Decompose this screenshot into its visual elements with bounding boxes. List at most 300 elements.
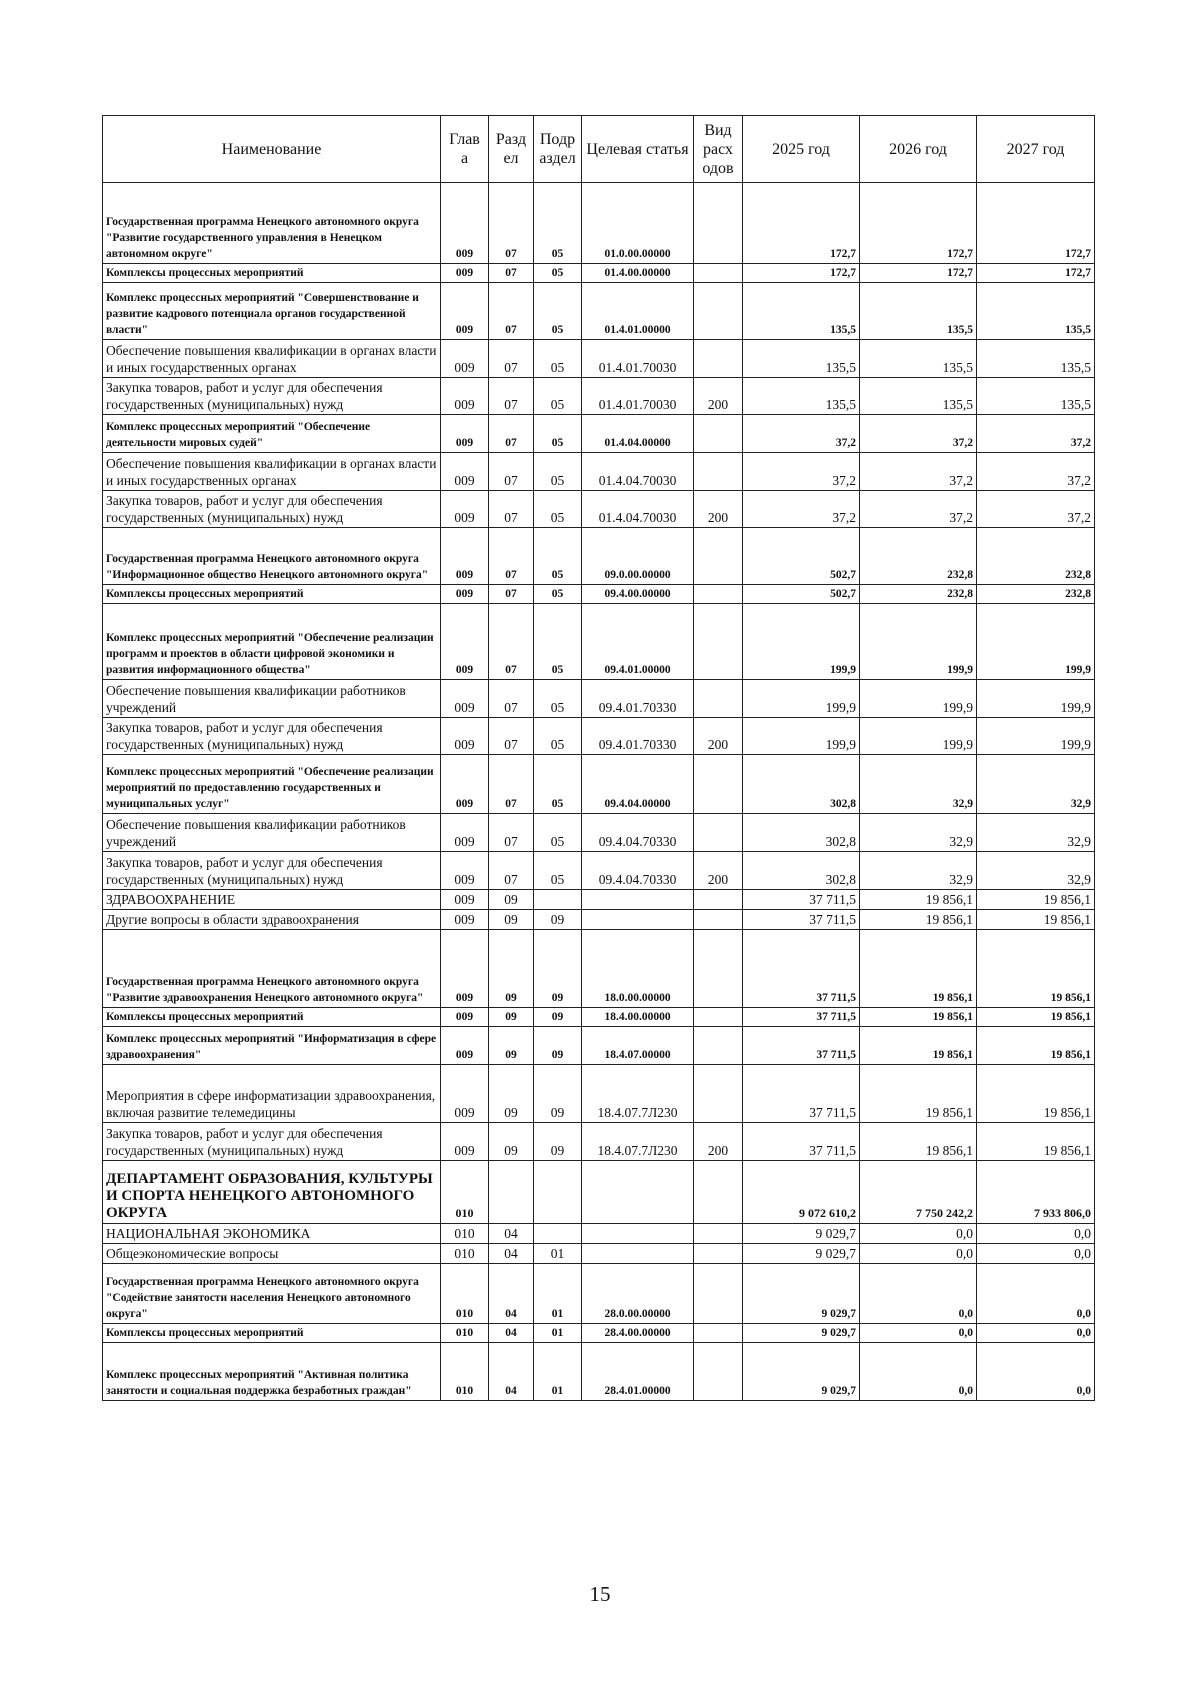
cell-y2026: 19 856,1 xyxy=(860,930,977,1008)
cell-name: Государственная программа Ненецкого автономного округа "Содействие занятости населения Ненецкого автономного округа" xyxy=(103,1264,441,1324)
cell-name: Комплекс процессных мероприятий "Активная политика занятости и социальная поддержка безработных граждан" xyxy=(103,1343,441,1401)
cell-vid xyxy=(694,755,743,814)
cell-y2027: 0,0 xyxy=(977,1324,1095,1343)
cell-y2025: 37 711,5 xyxy=(743,1008,860,1027)
cell-podrazdel: 05 xyxy=(534,528,582,585)
cell-vid xyxy=(694,453,743,491)
cell-glava: 009 xyxy=(441,283,489,340)
cell-celevaya: 01.4.04.70030 xyxy=(582,491,694,528)
cell-celevaya: 28.4.01.00000 xyxy=(582,1343,694,1401)
cell-vid xyxy=(694,415,743,453)
cell-razdel: 07 xyxy=(489,604,534,680)
cell-glava: 009 xyxy=(441,1123,489,1161)
cell-celevaya xyxy=(582,1224,694,1244)
cell-podrazdel: 05 xyxy=(534,604,582,680)
cell-podrazdel: 05 xyxy=(534,283,582,340)
cell-y2027: 232,8 xyxy=(977,585,1095,604)
cell-vid xyxy=(694,1324,743,1343)
cell-razdel: 04 xyxy=(489,1224,534,1244)
header-celevaya: Целевая статья xyxy=(582,116,694,183)
table-row xyxy=(103,604,1095,680)
cell-razdel: 09 xyxy=(489,930,534,1008)
cell-name: Комплексы процессных мероприятий xyxy=(103,1008,441,1027)
table-row xyxy=(103,680,1095,718)
cell-glava: 009 xyxy=(441,910,489,930)
cell-vid xyxy=(694,1244,743,1264)
cell-y2025: 172,7 xyxy=(743,183,860,264)
cell-y2026: 19 856,1 xyxy=(860,890,977,910)
cell-razdel: 09 xyxy=(489,1027,534,1065)
cell-vid xyxy=(694,1027,743,1065)
cell-name: Обеспечение повышения квалификации в органах власти и иных государственных органах xyxy=(103,340,441,378)
cell-y2027: 232,8 xyxy=(977,528,1095,585)
cell-y2026: 32,9 xyxy=(860,755,977,814)
cell-name: Закупка товаров, работ и услуг для обеспечения государственных (муниципальных) нужд xyxy=(103,378,441,415)
cell-glava: 009 xyxy=(441,604,489,680)
header-2026: 2026 год xyxy=(860,116,977,183)
cell-razdel xyxy=(489,1161,534,1224)
cell-y2026: 135,5 xyxy=(860,283,977,340)
cell-y2027: 37,2 xyxy=(977,491,1095,528)
table-row xyxy=(103,378,1095,415)
cell-vid xyxy=(694,1161,743,1224)
table-row xyxy=(103,585,1095,604)
cell-vid xyxy=(694,528,743,585)
cell-celevaya xyxy=(582,910,694,930)
cell-razdel: 09 xyxy=(489,910,534,930)
cell-y2026: 199,9 xyxy=(860,604,977,680)
header-razdel: Разд ел xyxy=(489,116,534,183)
cell-celevaya: 01.4.01.00000 xyxy=(582,283,694,340)
cell-y2027: 0,0 xyxy=(977,1343,1095,1401)
cell-y2025: 9 029,7 xyxy=(743,1343,860,1401)
header-podrazdel: Подр аздел xyxy=(534,116,582,183)
cell-razdel: 04 xyxy=(489,1244,534,1264)
cell-razdel: 04 xyxy=(489,1264,534,1324)
cell-vid: 200 xyxy=(694,852,743,890)
cell-celevaya: 18.4.07.7Л230 xyxy=(582,1065,694,1123)
cell-vid xyxy=(694,585,743,604)
cell-name: ДЕПАРТАМЕНТ ОБРАЗОВАНИЯ, КУЛЬТУРЫ И СПОРТА НЕНЕЦКОГО АВТОНОМНОГО ОКРУГА xyxy=(103,1161,441,1224)
cell-vid: 200 xyxy=(694,378,743,415)
cell-y2027: 135,5 xyxy=(977,378,1095,415)
header-vid: Вид расх одов xyxy=(694,116,743,183)
cell-razdel: 07 xyxy=(489,415,534,453)
cell-y2025: 502,7 xyxy=(743,528,860,585)
cell-y2025: 37 711,5 xyxy=(743,1027,860,1065)
cell-y2025: 199,9 xyxy=(743,718,860,755)
cell-y2026: 19 856,1 xyxy=(860,1027,977,1065)
table-row xyxy=(103,1324,1095,1343)
cell-y2025: 37 711,5 xyxy=(743,890,860,910)
table-row xyxy=(103,1008,1095,1027)
table-row xyxy=(103,718,1095,755)
cell-y2025: 135,5 xyxy=(743,340,860,378)
cell-razdel: 07 xyxy=(489,183,534,264)
cell-y2025: 37 711,5 xyxy=(743,1065,860,1123)
cell-y2027: 32,9 xyxy=(977,852,1095,890)
cell-y2025: 9 029,7 xyxy=(743,1264,860,1324)
cell-y2026: 37,2 xyxy=(860,415,977,453)
cell-glava: 009 xyxy=(441,852,489,890)
cell-vid: 200 xyxy=(694,1123,743,1161)
cell-name: Закупка товаров, работ и услуг для обеспечения государственных (муниципальных) нужд xyxy=(103,1123,441,1161)
cell-razdel: 07 xyxy=(489,283,534,340)
cell-y2026: 199,9 xyxy=(860,680,977,718)
cell-y2026: 0,0 xyxy=(860,1343,977,1401)
cell-name: НАЦИОНАЛЬНАЯ ЭКОНОМИКА xyxy=(103,1224,441,1244)
cell-celevaya: 18.4.07.00000 xyxy=(582,1027,694,1065)
cell-razdel: 07 xyxy=(489,755,534,814)
cell-razdel: 09 xyxy=(489,1123,534,1161)
cell-vid xyxy=(694,680,743,718)
cell-podrazdel: 05 xyxy=(534,718,582,755)
cell-celevaya: 28.0.00.00000 xyxy=(582,1264,694,1324)
cell-podrazdel: 05 xyxy=(534,852,582,890)
cell-y2025: 37 711,5 xyxy=(743,1123,860,1161)
cell-celevaya: 09.4.01.00000 xyxy=(582,604,694,680)
header-2025: 2025 год xyxy=(743,116,860,183)
cell-razdel: 07 xyxy=(489,680,534,718)
cell-y2025: 302,8 xyxy=(743,852,860,890)
cell-glava: 009 xyxy=(441,528,489,585)
cell-glava: 009 xyxy=(441,378,489,415)
cell-y2025: 199,9 xyxy=(743,680,860,718)
cell-razdel: 07 xyxy=(489,264,534,283)
cell-y2027: 19 856,1 xyxy=(977,890,1095,910)
cell-y2027: 19 856,1 xyxy=(977,1027,1095,1065)
cell-razdel: 07 xyxy=(489,585,534,604)
cell-y2025: 9 029,7 xyxy=(743,1244,860,1264)
cell-glava: 009 xyxy=(441,264,489,283)
cell-glava: 009 xyxy=(441,1027,489,1065)
cell-y2025: 135,5 xyxy=(743,378,860,415)
cell-vid xyxy=(694,1264,743,1324)
header-glava: Глав а xyxy=(441,116,489,183)
cell-vid: 200 xyxy=(694,491,743,528)
cell-name: Комплексы процессных мероприятий xyxy=(103,264,441,283)
cell-y2025: 502,7 xyxy=(743,585,860,604)
cell-podrazdel: 01 xyxy=(534,1343,582,1401)
cell-podrazdel: 01 xyxy=(534,1264,582,1324)
cell-y2027: 32,9 xyxy=(977,755,1095,814)
cell-celevaya: 01.0.00.00000 xyxy=(582,183,694,264)
cell-y2027: 19 856,1 xyxy=(977,930,1095,1008)
cell-razdel: 07 xyxy=(489,378,534,415)
cell-celevaya xyxy=(582,890,694,910)
cell-name: Комплекс процессных мероприятий "Совершенствование и развитие кадрового потенциала органов государственной власти" xyxy=(103,283,441,340)
cell-razdel: 07 xyxy=(489,852,534,890)
cell-name: Комплексы процессных мероприятий xyxy=(103,585,441,604)
cell-y2027: 0,0 xyxy=(977,1244,1095,1264)
cell-glava: 010 xyxy=(441,1161,489,1224)
cell-vid xyxy=(694,1065,743,1123)
cell-name: Комплекс процессных мероприятий "Обеспечение реализации программ и проектов в области цифровой экономики и развития информационного общества" xyxy=(103,604,441,680)
table-row xyxy=(103,1123,1095,1161)
cell-razdel: 07 xyxy=(489,340,534,378)
cell-glava: 009 xyxy=(441,1065,489,1123)
cell-name: Государственная программа Ненецкого автономного округа "Развитие государственного управления в Ненецком автономном округе" xyxy=(103,183,441,264)
cell-y2025: 172,7 xyxy=(743,264,860,283)
cell-y2027: 0,0 xyxy=(977,1264,1095,1324)
cell-y2027: 32,9 xyxy=(977,814,1095,852)
cell-name: Комплекс процессных мероприятий "Обеспечение реализации мероприятий по предоставлению государственных и муниципальных услуг" xyxy=(103,755,441,814)
cell-y2026: 37,2 xyxy=(860,491,977,528)
table-row xyxy=(103,491,1095,528)
cell-y2027: 199,9 xyxy=(977,680,1095,718)
cell-celevaya: 28.4.00.00000 xyxy=(582,1324,694,1343)
cell-razdel: 09 xyxy=(489,1008,534,1027)
cell-celevaya: 09.4.01.70330 xyxy=(582,680,694,718)
cell-podrazdel: 09 xyxy=(534,1065,582,1123)
cell-celevaya: 09.4.04.70330 xyxy=(582,852,694,890)
cell-podrazdel: 09 xyxy=(534,1123,582,1161)
cell-y2027: 19 856,1 xyxy=(977,1065,1095,1123)
cell-podrazdel: 09 xyxy=(534,1008,582,1027)
cell-y2026: 199,9 xyxy=(860,718,977,755)
cell-name: Комплекс процессных мероприятий "Обеспечение деятельности мировых судей" xyxy=(103,415,441,453)
cell-celevaya: 18.4.07.7Л230 xyxy=(582,1123,694,1161)
cell-y2026: 32,9 xyxy=(860,852,977,890)
cell-y2026: 0,0 xyxy=(860,1324,977,1343)
cell-y2026: 135,5 xyxy=(860,340,977,378)
cell-y2027: 135,5 xyxy=(977,283,1095,340)
cell-podrazdel xyxy=(534,1161,582,1224)
cell-y2026: 0,0 xyxy=(860,1224,977,1244)
cell-vid xyxy=(694,340,743,378)
table-row xyxy=(103,415,1095,453)
table-row xyxy=(103,910,1095,930)
table-row xyxy=(103,1065,1095,1123)
cell-celevaya xyxy=(582,1161,694,1224)
cell-glava: 009 xyxy=(441,340,489,378)
cell-podrazdel: 05 xyxy=(534,340,582,378)
cell-name: Обеспечение повышения квалификации работников учреждений xyxy=(103,680,441,718)
cell-glava: 010 xyxy=(441,1224,489,1244)
cell-celevaya: 18.0.00.00000 xyxy=(582,930,694,1008)
cell-y2027: 199,9 xyxy=(977,718,1095,755)
cell-podrazdel: 05 xyxy=(534,415,582,453)
cell-podrazdel: 05 xyxy=(534,755,582,814)
cell-podrazdel: 05 xyxy=(534,491,582,528)
cell-y2026: 135,5 xyxy=(860,378,977,415)
cell-y2025: 9 072 610,2 xyxy=(743,1161,860,1224)
cell-y2025: 199,9 xyxy=(743,604,860,680)
cell-y2025: 302,8 xyxy=(743,814,860,852)
cell-glava: 010 xyxy=(441,1264,489,1324)
cell-y2025: 37,2 xyxy=(743,415,860,453)
cell-razdel: 07 xyxy=(489,814,534,852)
cell-razdel: 04 xyxy=(489,1324,534,1343)
cell-podrazdel: 05 xyxy=(534,183,582,264)
cell-razdel: 07 xyxy=(489,491,534,528)
cell-y2026: 172,7 xyxy=(860,264,977,283)
table-row xyxy=(103,1264,1095,1324)
cell-celevaya: 01.4.04.70030 xyxy=(582,453,694,491)
cell-name: Мероприятия в сфере информатизации здравоохранения, включая развитие телемедицины xyxy=(103,1065,441,1123)
header-name: Наименование xyxy=(103,116,441,183)
cell-y2025: 37,2 xyxy=(743,453,860,491)
cell-name: Комплексы процессных мероприятий xyxy=(103,1324,441,1343)
table-row xyxy=(103,755,1095,814)
cell-y2027: 172,7 xyxy=(977,264,1095,283)
table-header-row xyxy=(103,116,1095,183)
cell-y2026: 172,7 xyxy=(860,183,977,264)
cell-y2027: 135,5 xyxy=(977,340,1095,378)
table-row xyxy=(103,852,1095,890)
cell-glava: 009 xyxy=(441,1008,489,1027)
cell-celevaya: 01.4.01.70030 xyxy=(582,340,694,378)
cell-celevaya: 09.4.00.00000 xyxy=(582,585,694,604)
cell-celevaya: 09.4.01.70330 xyxy=(582,718,694,755)
cell-y2025: 302,8 xyxy=(743,755,860,814)
cell-celevaya: 09.0.00.00000 xyxy=(582,528,694,585)
table-row xyxy=(103,1343,1095,1401)
cell-name: Другие вопросы в области здравоохранения xyxy=(103,910,441,930)
header-2027: 2027 год xyxy=(977,116,1095,183)
budget-table xyxy=(102,115,1095,1401)
cell-name: Общеэкономические вопросы xyxy=(103,1244,441,1264)
cell-podrazdel: 05 xyxy=(534,814,582,852)
table-body xyxy=(103,183,1095,1401)
cell-podrazdel xyxy=(534,1224,582,1244)
cell-y2026: 37,2 xyxy=(860,453,977,491)
cell-glava: 009 xyxy=(441,585,489,604)
cell-glava: 009 xyxy=(441,890,489,910)
cell-vid xyxy=(694,183,743,264)
cell-vid xyxy=(694,264,743,283)
cell-name: Обеспечение повышения квалификации в органах власти и иных государственных органах xyxy=(103,453,441,491)
cell-y2027: 19 856,1 xyxy=(977,910,1095,930)
cell-vid xyxy=(694,814,743,852)
table-row xyxy=(103,890,1095,910)
cell-podrazdel: 01 xyxy=(534,1324,582,1343)
cell-y2026: 0,0 xyxy=(860,1244,977,1264)
cell-y2025: 37,2 xyxy=(743,491,860,528)
cell-y2025: 9 029,7 xyxy=(743,1324,860,1343)
cell-glava: 009 xyxy=(441,453,489,491)
table-row xyxy=(103,453,1095,491)
table-row xyxy=(103,264,1095,283)
cell-celevaya xyxy=(582,1244,694,1264)
cell-glava: 010 xyxy=(441,1244,489,1264)
cell-name: ЗДРАВООХРАНЕНИЕ xyxy=(103,890,441,910)
cell-y2026: 0,0 xyxy=(860,1264,977,1324)
cell-podrazdel: 05 xyxy=(534,378,582,415)
cell-vid xyxy=(694,283,743,340)
cell-glava: 010 xyxy=(441,1343,489,1401)
cell-name: Комплекс процессных мероприятий "Информатизация в сфере здравоохранения" xyxy=(103,1027,441,1065)
cell-y2027: 19 856,1 xyxy=(977,1008,1095,1027)
cell-razdel: 09 xyxy=(489,1065,534,1123)
cell-glava: 009 xyxy=(441,718,489,755)
cell-vid xyxy=(694,604,743,680)
cell-y2027: 37,2 xyxy=(977,453,1095,491)
table-row xyxy=(103,340,1095,378)
cell-podrazdel: 01 xyxy=(534,1244,582,1264)
cell-y2026: 19 856,1 xyxy=(860,1065,977,1123)
cell-podrazdel: 05 xyxy=(534,453,582,491)
cell-vid xyxy=(694,930,743,1008)
table-row xyxy=(103,283,1095,340)
cell-name: Обеспечение повышения квалификации работников учреждений xyxy=(103,814,441,852)
table-row xyxy=(103,1161,1095,1224)
cell-razdel: 07 xyxy=(489,528,534,585)
cell-name: Закупка товаров, работ и услуг для обеспечения государственных (муниципальных) нужд xyxy=(103,852,441,890)
cell-podrazdel: 09 xyxy=(534,1027,582,1065)
page-number: 15 xyxy=(589,1582,611,1606)
cell-vid xyxy=(694,910,743,930)
cell-glava: 009 xyxy=(441,183,489,264)
cell-y2027: 19 856,1 xyxy=(977,1123,1095,1161)
cell-celevaya: 09.4.04.70330 xyxy=(582,814,694,852)
table-row xyxy=(103,1224,1095,1244)
cell-name: Государственная программа Ненецкого автономного округа "Развитие здравоохранения Ненецкого автономного округа" xyxy=(103,930,441,1008)
cell-y2027: 0,0 xyxy=(977,1224,1095,1244)
cell-y2026: 232,8 xyxy=(860,585,977,604)
cell-razdel: 07 xyxy=(489,453,534,491)
cell-glava: 009 xyxy=(441,415,489,453)
cell-y2027: 199,9 xyxy=(977,604,1095,680)
cell-y2026: 232,8 xyxy=(860,528,977,585)
cell-glava: 009 xyxy=(441,755,489,814)
cell-y2026: 32,9 xyxy=(860,814,977,852)
cell-razdel: 04 xyxy=(489,1343,534,1401)
cell-vid xyxy=(694,890,743,910)
cell-vid xyxy=(694,1008,743,1027)
cell-name: Закупка товаров, работ и услуг для обеспечения государственных (муниципальных) нужд xyxy=(103,718,441,755)
cell-name: Закупка товаров, работ и услуг для обеспечения государственных (муниципальных) нужд xyxy=(103,491,441,528)
cell-razdel: 09 xyxy=(489,890,534,910)
cell-vid: 200 xyxy=(694,718,743,755)
cell-glava: 009 xyxy=(441,930,489,1008)
cell-podrazdel xyxy=(534,890,582,910)
cell-podrazdel: 05 xyxy=(534,680,582,718)
table-row xyxy=(103,183,1095,264)
cell-podrazdel: 05 xyxy=(534,264,582,283)
cell-y2025: 135,5 xyxy=(743,283,860,340)
cell-glava: 009 xyxy=(441,814,489,852)
cell-celevaya: 01.4.01.70030 xyxy=(582,378,694,415)
cell-y2027: 7 933 806,0 xyxy=(977,1161,1095,1224)
cell-celevaya: 18.4.00.00000 xyxy=(582,1008,694,1027)
table-row xyxy=(103,528,1095,585)
cell-y2026: 7 750 242,2 xyxy=(860,1161,977,1224)
cell-vid xyxy=(694,1343,743,1401)
cell-podrazdel: 09 xyxy=(534,930,582,1008)
cell-podrazdel: 05 xyxy=(534,585,582,604)
cell-vid xyxy=(694,1224,743,1244)
cell-y2026: 19 856,1 xyxy=(860,1123,977,1161)
cell-glava: 010 xyxy=(441,1324,489,1343)
cell-y2026: 19 856,1 xyxy=(860,1008,977,1027)
cell-glava: 009 xyxy=(441,680,489,718)
table-row xyxy=(103,814,1095,852)
table-row xyxy=(103,1244,1095,1264)
cell-podrazdel: 09 xyxy=(534,910,582,930)
cell-y2026: 19 856,1 xyxy=(860,910,977,930)
cell-glava: 009 xyxy=(441,491,489,528)
cell-y2025: 37 711,5 xyxy=(743,930,860,1008)
table-row xyxy=(103,930,1095,1008)
cell-name: Государственная программа Ненецкого автономного округа "Информационное общество Ненецкого автономного округа" xyxy=(103,528,441,585)
table-row xyxy=(103,1027,1095,1065)
cell-y2027: 37,2 xyxy=(977,415,1095,453)
cell-razdel: 07 xyxy=(489,718,534,755)
cell-y2025: 37 711,5 xyxy=(743,910,860,930)
cell-celevaya: 01.4.00.00000 xyxy=(582,264,694,283)
cell-y2027: 172,7 xyxy=(977,183,1095,264)
